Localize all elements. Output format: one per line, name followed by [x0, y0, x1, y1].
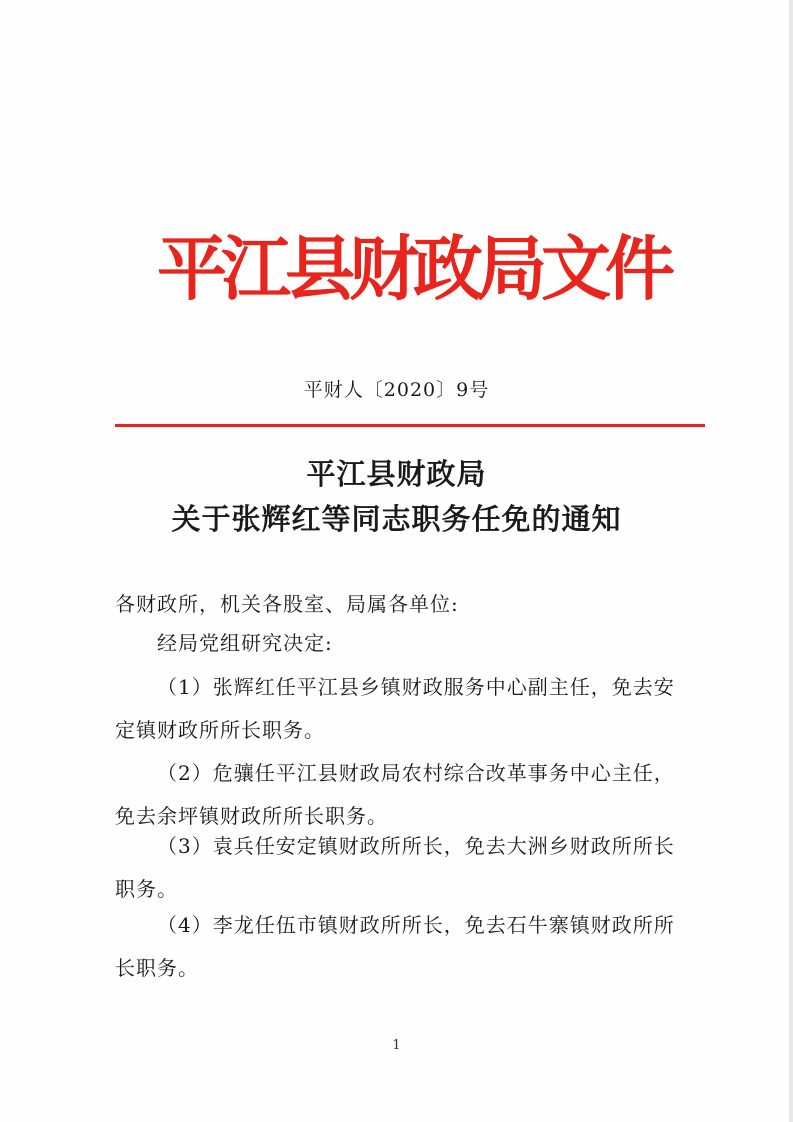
page-number: 1: [392, 1038, 401, 1053]
addressee: 各财政所，机关各股室、局属各单位:: [115, 592, 459, 616]
document-title-line-2: 关于张辉红等同志职务任免的通知: [171, 502, 622, 536]
appointment-item-2: （2）危骧任平江县财政局农村综合改革事务中心主任，免去余坪镇财政所所长职务。: [115, 761, 675, 828]
document-number: 平财人〔2020〕9号: [303, 379, 490, 401]
issuing-authority-header: 平江县财政局文件: [157, 228, 669, 310]
intro-paragraph: 经局党组研究决定:: [157, 631, 333, 655]
appointment-item-4: （4）李龙任伍市镇财政所所长，免去石牛寨镇财政所所长职务。: [115, 913, 675, 980]
red-separator-line: [115, 424, 705, 427]
document-title-line-1: 平江县财政局: [306, 457, 487, 491]
appointment-item-3: （3）袁兵任安定镇财政所所长，免去大洲乡财政所所长职务。: [115, 834, 675, 901]
appointment-item-1: （1）张辉红任平江县乡镇财政服务中心副主任，免去安定镇财政所所长职务。: [115, 675, 675, 742]
scan-edge-shadow: [789, 0, 793, 1122]
